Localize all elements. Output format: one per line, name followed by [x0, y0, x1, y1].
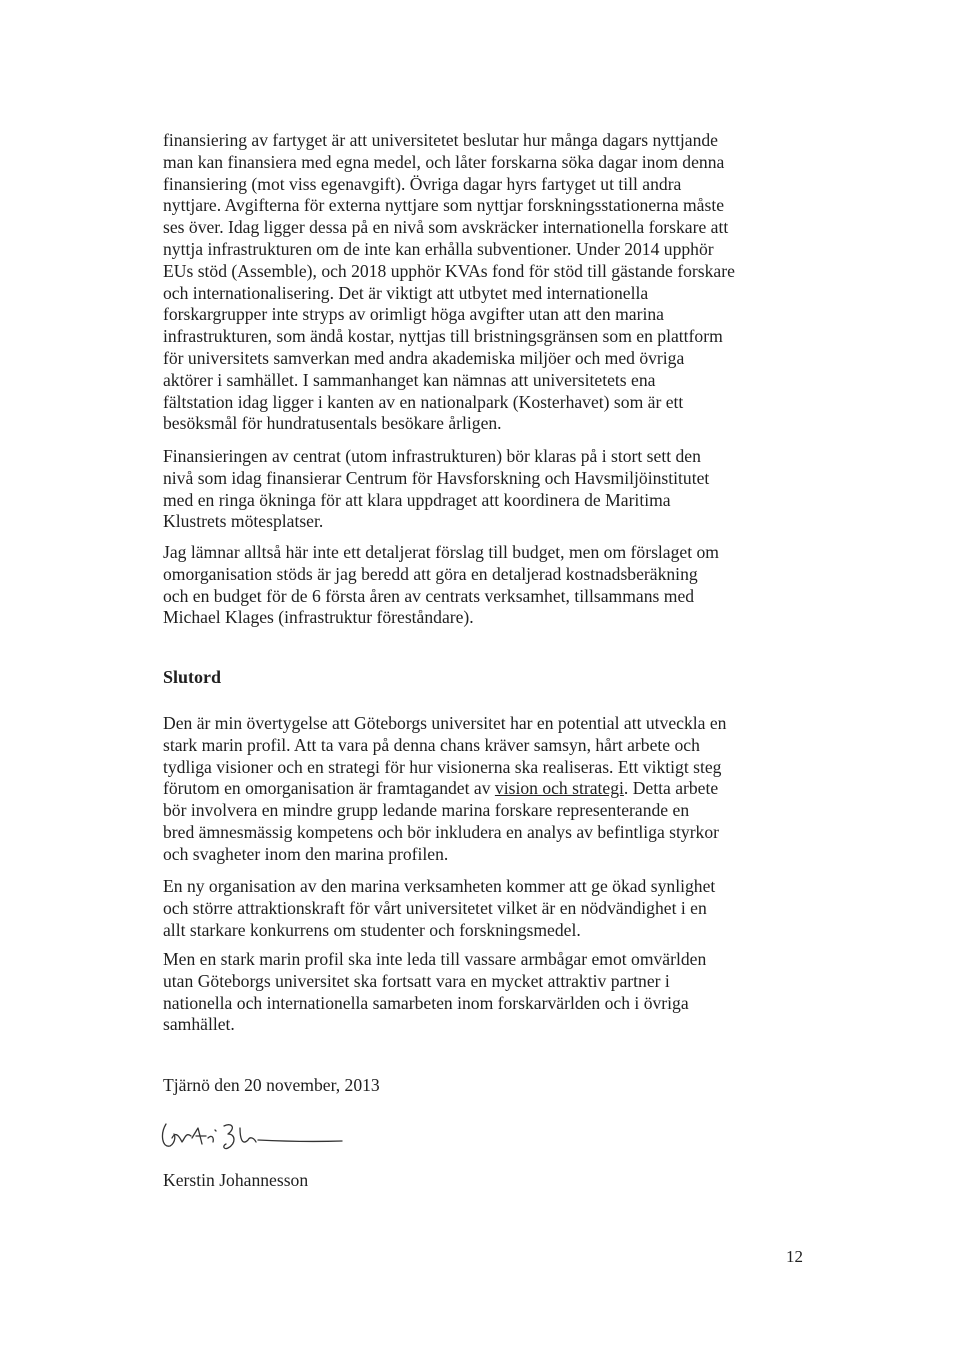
- section-heading: Slutord: [163, 667, 222, 687]
- page-number: 12: [786, 1247, 803, 1266]
- text-line: finansiering av fartyget är att universitetet beslutar hur många dagars nyttjande: [163, 130, 718, 150]
- text-line: nivå som idag finansierar Centrum för Havsforskning och Havsmiljöinstitutet: [163, 467, 710, 488]
- paragraph-centre-funding: [163, 446, 823, 533]
- text-line: med en ringa ökninga för att klara uppdraget att koordinera de Maritima: [163, 489, 671, 510]
- text-line: stark marin profil. Att ta vara på denna chans kräver samsyn, hårt arbete och: [163, 734, 700, 755]
- text-line: bör involvera en mindre grupp ledande marina forskare representerande en: [163, 800, 690, 821]
- paragraph-conviction: [163, 713, 823, 866]
- text-line: bred ämnesmässig kompetens och bör inkludera en analys av befintliga styrkor: [163, 821, 720, 842]
- text-line: aktörer i samhället. I sammanhanget kan nämnas att universitetets ena: [163, 369, 656, 390]
- handwritten-signature: [158, 1108, 358, 1162]
- text-line: besöksmål för hundratusentals besökare årligen.: [163, 413, 502, 434]
- place-date: Tjärnö den 20 november, 2013: [163, 1075, 380, 1095]
- text-line: utan Göteborgs universitet ska fortsatt vara en mycket attraktiv partner i: [163, 970, 670, 991]
- text-line: Klustrets mötesplatser.: [163, 511, 324, 532]
- text-line: En ny organisation av den marina verksamheten kommer att ge ökad synlighet: [163, 876, 716, 896]
- text-line: nyttjare. Avgifterna för externa nyttjare som nyttjar forskningsstationerna måste: [163, 195, 725, 216]
- text-line: nyttja infrastrukturen om de inte kan erhålla subventioner. Under 2014 upphör: [163, 238, 714, 259]
- text-line: omorganisation stöds är jag beredd att göra en detaljerad kostnadsberäkning: [163, 563, 698, 584]
- text-line: forskargrupper inte stryps av orimligt höga avgifter utan att den marina: [163, 304, 664, 325]
- signatory-name: Kerstin Johannesson: [163, 1170, 309, 1190]
- text-line: ses över. Idag ligger dessa på en nivå som avskräcker internationella forskare att: [163, 217, 729, 238]
- text-line: Jag lämnar alltså här inte ett detaljerat förslag till budget, men om förslaget om: [163, 542, 719, 562]
- text-line: Men en stark marin profil ska inte leda till vassare armbågar emot omvärlden: [163, 949, 707, 969]
- text-line: Michael Klages (infrastruktur föreståndare).: [163, 607, 474, 628]
- text-line: samhället.: [163, 1014, 235, 1035]
- paragraph-financing: [163, 130, 823, 435]
- text-line: [163, 778, 823, 800]
- text-line: för universitets samverkan med andra akademiska miljöer och med övriga: [163, 347, 685, 368]
- paragraph-budget: [163, 542, 823, 629]
- text-segment: . Detta arbete: [623, 778, 719, 799]
- paragraph-partner: [163, 949, 823, 1036]
- text-line: fältstation idag ligger i kanten av en nationalpark (Kosterhavet) som är ett: [163, 391, 684, 412]
- text-line: infrastrukturen, som ändå kostar, nyttjas till bristningsgränsen som en plattform: [163, 326, 723, 347]
- text-segment: förutom en omorganisation är framtagandet av: [163, 778, 495, 799]
- text-line: finansiering (mot viss egenavgift). Övriga dagar hyrs fartyget ut till andra: [163, 173, 682, 194]
- text-line: och internationalisering. Det är viktigt att utbytet med internationella: [163, 282, 649, 303]
- paragraph-new-organisation: [163, 876, 823, 941]
- underlined-phrase: vision och strategi: [494, 778, 624, 799]
- text-line: Den är min övertygelse att Göteborgs universitet har en potential att utveckla en: [163, 713, 727, 733]
- text-line: och större attraktionskraft för vårt universitetet vilket är en nödvändighet i en: [163, 897, 707, 918]
- text-line: nationella och internationella samarbeten inom forskarvärlden och i övriga: [163, 992, 689, 1013]
- text-line: tydliga visioner och en strategi för hur visionerna ska realiseras. Ett viktigt steg: [163, 756, 722, 777]
- text-line: Finansieringen av centrat (utom infrastrukturen) bör klaras på i stort sett den: [163, 446, 701, 466]
- text-line: man kan finansiera med egna medel, och låter forskarna söka dagar inom denna: [163, 151, 725, 172]
- text-line: allt starkare konkurrens om studenter och forskningsmedel.: [163, 919, 581, 940]
- text-line: EUs stöd (Assemble), och 2018 upphör KVAs fond för stöd till gästande forskare: [163, 260, 735, 281]
- text-line: och svagheter inom den marina profilen.: [163, 843, 449, 864]
- text-line: och en budget för de 6 första åren av centrats verksamhet, tillsammans med: [163, 585, 695, 606]
